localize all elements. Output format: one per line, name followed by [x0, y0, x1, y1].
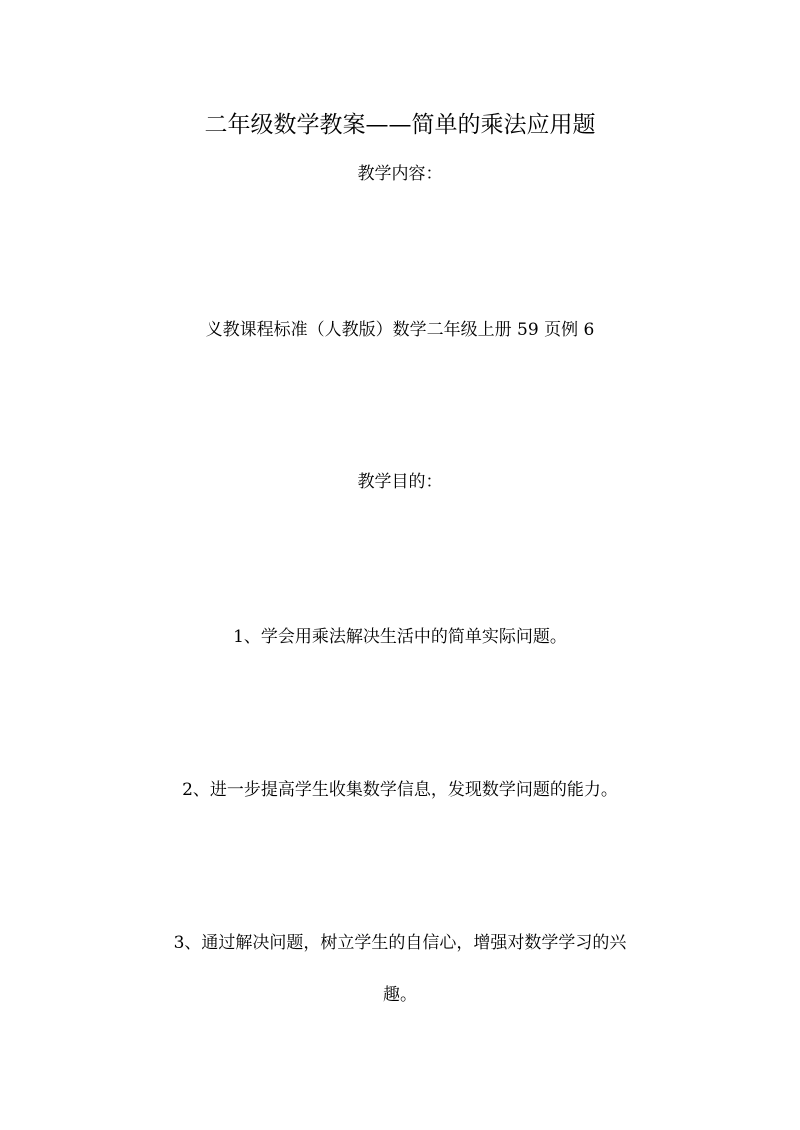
content-body: 义教课程标准（人教版）数学二年级上册 59 页例 6 [205, 320, 595, 340]
goal-item-1: 1、学会用乘法解决生活中的简单实际问题。 [233, 627, 567, 647]
content-heading: 教学内容： [357, 164, 443, 184]
goals-heading: 教学目的： [357, 472, 443, 492]
goal-item-3-line-2: 趣。 [383, 985, 417, 1005]
document-title: 二年级数学教案——简单的乘法应用题 [204, 112, 596, 138]
goal-item-2: 2、进一步提高学生收集数学信息，发现数学问题的能力。 [182, 780, 618, 800]
goal-item-3-line-1: 3、通过解决问题，树立学生的自信心，增强对数学学习的兴 [173, 933, 627, 953]
